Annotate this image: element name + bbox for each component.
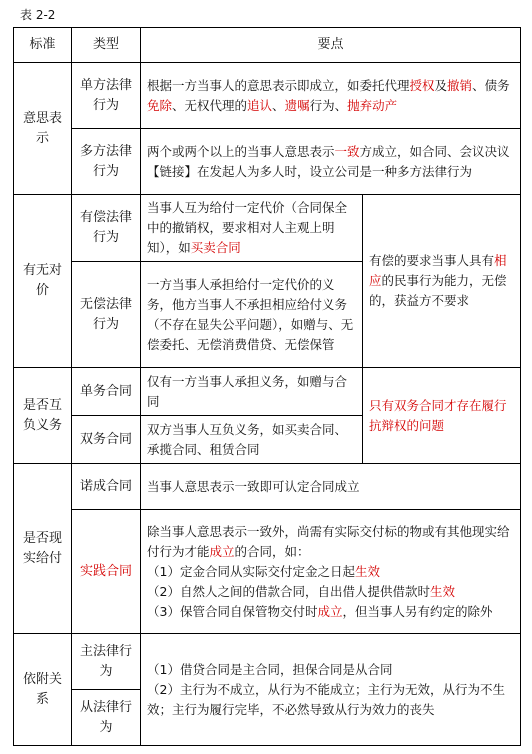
text-segment: 根据一方当事人的意思表示即成立，如委托代理	[147, 77, 410, 93]
points-bilateral-contract: 双方当事人互负义务，如买卖合同、承揽合同、租赁合同	[141, 416, 363, 464]
header-row	[14, 28, 521, 63]
type-consensual: 诺成合同	[72, 464, 141, 510]
type-principal: 主法律行为	[72, 634, 141, 690]
note-paid	[363, 195, 521, 368]
emphasis-text: 生效	[429, 583, 455, 599]
emphasis-text: 生效	[354, 563, 380, 579]
text-segment: 行为、	[309, 97, 348, 113]
header-type: 类型	[72, 28, 141, 63]
type-gratuitous: 无偿法律行为	[72, 262, 141, 368]
standard-dependency: 依附关系	[14, 634, 72, 746]
list-item: （2）自然人之间的借款合同，自出借人提供借款时	[147, 583, 430, 599]
emphasis-text: 相应	[369, 253, 507, 288]
type-real-contract: 实践合同	[72, 510, 141, 634]
points-consensual: 当事人意思表示一致即可认定合同成立	[141, 464, 521, 510]
type-unilateral-contract: 单务合同	[72, 368, 141, 416]
text-segment: 两个或两个以上的当事人意思表示	[147, 143, 335, 159]
table-row	[14, 63, 521, 129]
emphasis-text: 免除	[147, 97, 173, 113]
standard-delivery: 是否现实给付	[14, 464, 72, 634]
points-unilateral	[141, 63, 521, 129]
points-real-contract	[141, 510, 521, 634]
table-row	[14, 510, 521, 634]
emphasis-text: 成立	[209, 543, 235, 559]
emphasis-text: 授权	[409, 77, 435, 93]
points-multilateral	[141, 129, 521, 195]
emphasis-text: 抛弃动产	[347, 97, 398, 113]
table-row	[14, 634, 521, 690]
points-dependency	[141, 634, 521, 746]
text-segment: 当事人互为给付一定代价（合同保全中的撤销权，要求相对人主观上明知），如	[147, 200, 348, 255]
type-bilateral-contract: 双务合同	[72, 416, 141, 464]
emphasis-text: 撤销	[447, 77, 473, 93]
text-segment: 一方当事人承担给付一定代价的义务，他方当事人不承担相应给付义务（不存在显失公平问题），如赠与、无偿委托、无偿消费借贷、无偿保管	[147, 276, 354, 352]
standard-paid: 有无对价	[14, 195, 72, 368]
list-item: （1）定金合同从实际交付定金之日起	[147, 563, 355, 579]
table-row	[14, 464, 521, 510]
points-onerous	[141, 195, 363, 262]
list-item: （2）主行为不成立，从行为不能成立；主行为无效，从行为不生效；主行为履行完毕，不必然导致从行为效力的丧失	[147, 681, 505, 717]
text-segment: 、	[272, 97, 285, 113]
text-segment: 方成立，如合同、会议决议	[359, 143, 510, 159]
text-segment: 有偿的要求当事人具有	[369, 253, 495, 268]
text-segment: 除当事人意思表示一致外，尚需有实际交付标的物或有其他现实给付行为才能	[147, 523, 510, 559]
table-row	[14, 129, 521, 195]
type-onerous: 有偿法律行为	[72, 195, 141, 262]
emphasis-text: 买卖合同	[190, 240, 241, 255]
points-gratuitous	[141, 262, 363, 368]
text-segment: 的民事行为能力，无偿的，获益方不要求	[369, 273, 507, 308]
text-segment: 的合同，如：	[234, 543, 310, 559]
type-unilateral: 单方法律行为	[72, 63, 141, 129]
table-caption: 表 2-2	[20, 8, 56, 22]
emphasis-text: 成立	[317, 603, 343, 619]
text-segment: 、债务	[472, 77, 510, 93]
text-segment: 、无权代理的	[172, 97, 248, 113]
standard-intent: 意思表示	[14, 63, 72, 195]
type-accessory: 从法律行为	[72, 690, 141, 746]
table-row	[14, 195, 521, 262]
points-unilateral-contract: 仅有一方当事人承担义务，如赠与合同	[141, 368, 363, 416]
link-note: 【链接】在发起人为多人时，设立公司是一种多方法律行为	[147, 163, 473, 179]
list-item: （1）借贷合同是主合同，担保合同是从合同	[147, 661, 393, 677]
standard-mutual: 是否互负义务	[14, 368, 72, 464]
note-mutual: 只有双务合同才存在履行抗辩权的问题	[363, 368, 521, 464]
type-multilateral: 多方法律行为	[72, 129, 141, 195]
text-segment: ，但当事人另有约定的除外	[342, 603, 493, 619]
table-row	[14, 368, 521, 416]
text-segment: 及	[434, 77, 448, 93]
emphasis-text: 追认	[247, 97, 273, 113]
emphasis-text: 一致	[334, 143, 360, 159]
list-item: （3）保管合同自保管物交付时	[147, 603, 318, 619]
legal-act-classification-table	[13, 27, 521, 746]
emphasis-text: 遗嘱	[284, 97, 310, 113]
header-standard: 标准	[14, 28, 72, 63]
header-points: 要点	[141, 28, 521, 63]
